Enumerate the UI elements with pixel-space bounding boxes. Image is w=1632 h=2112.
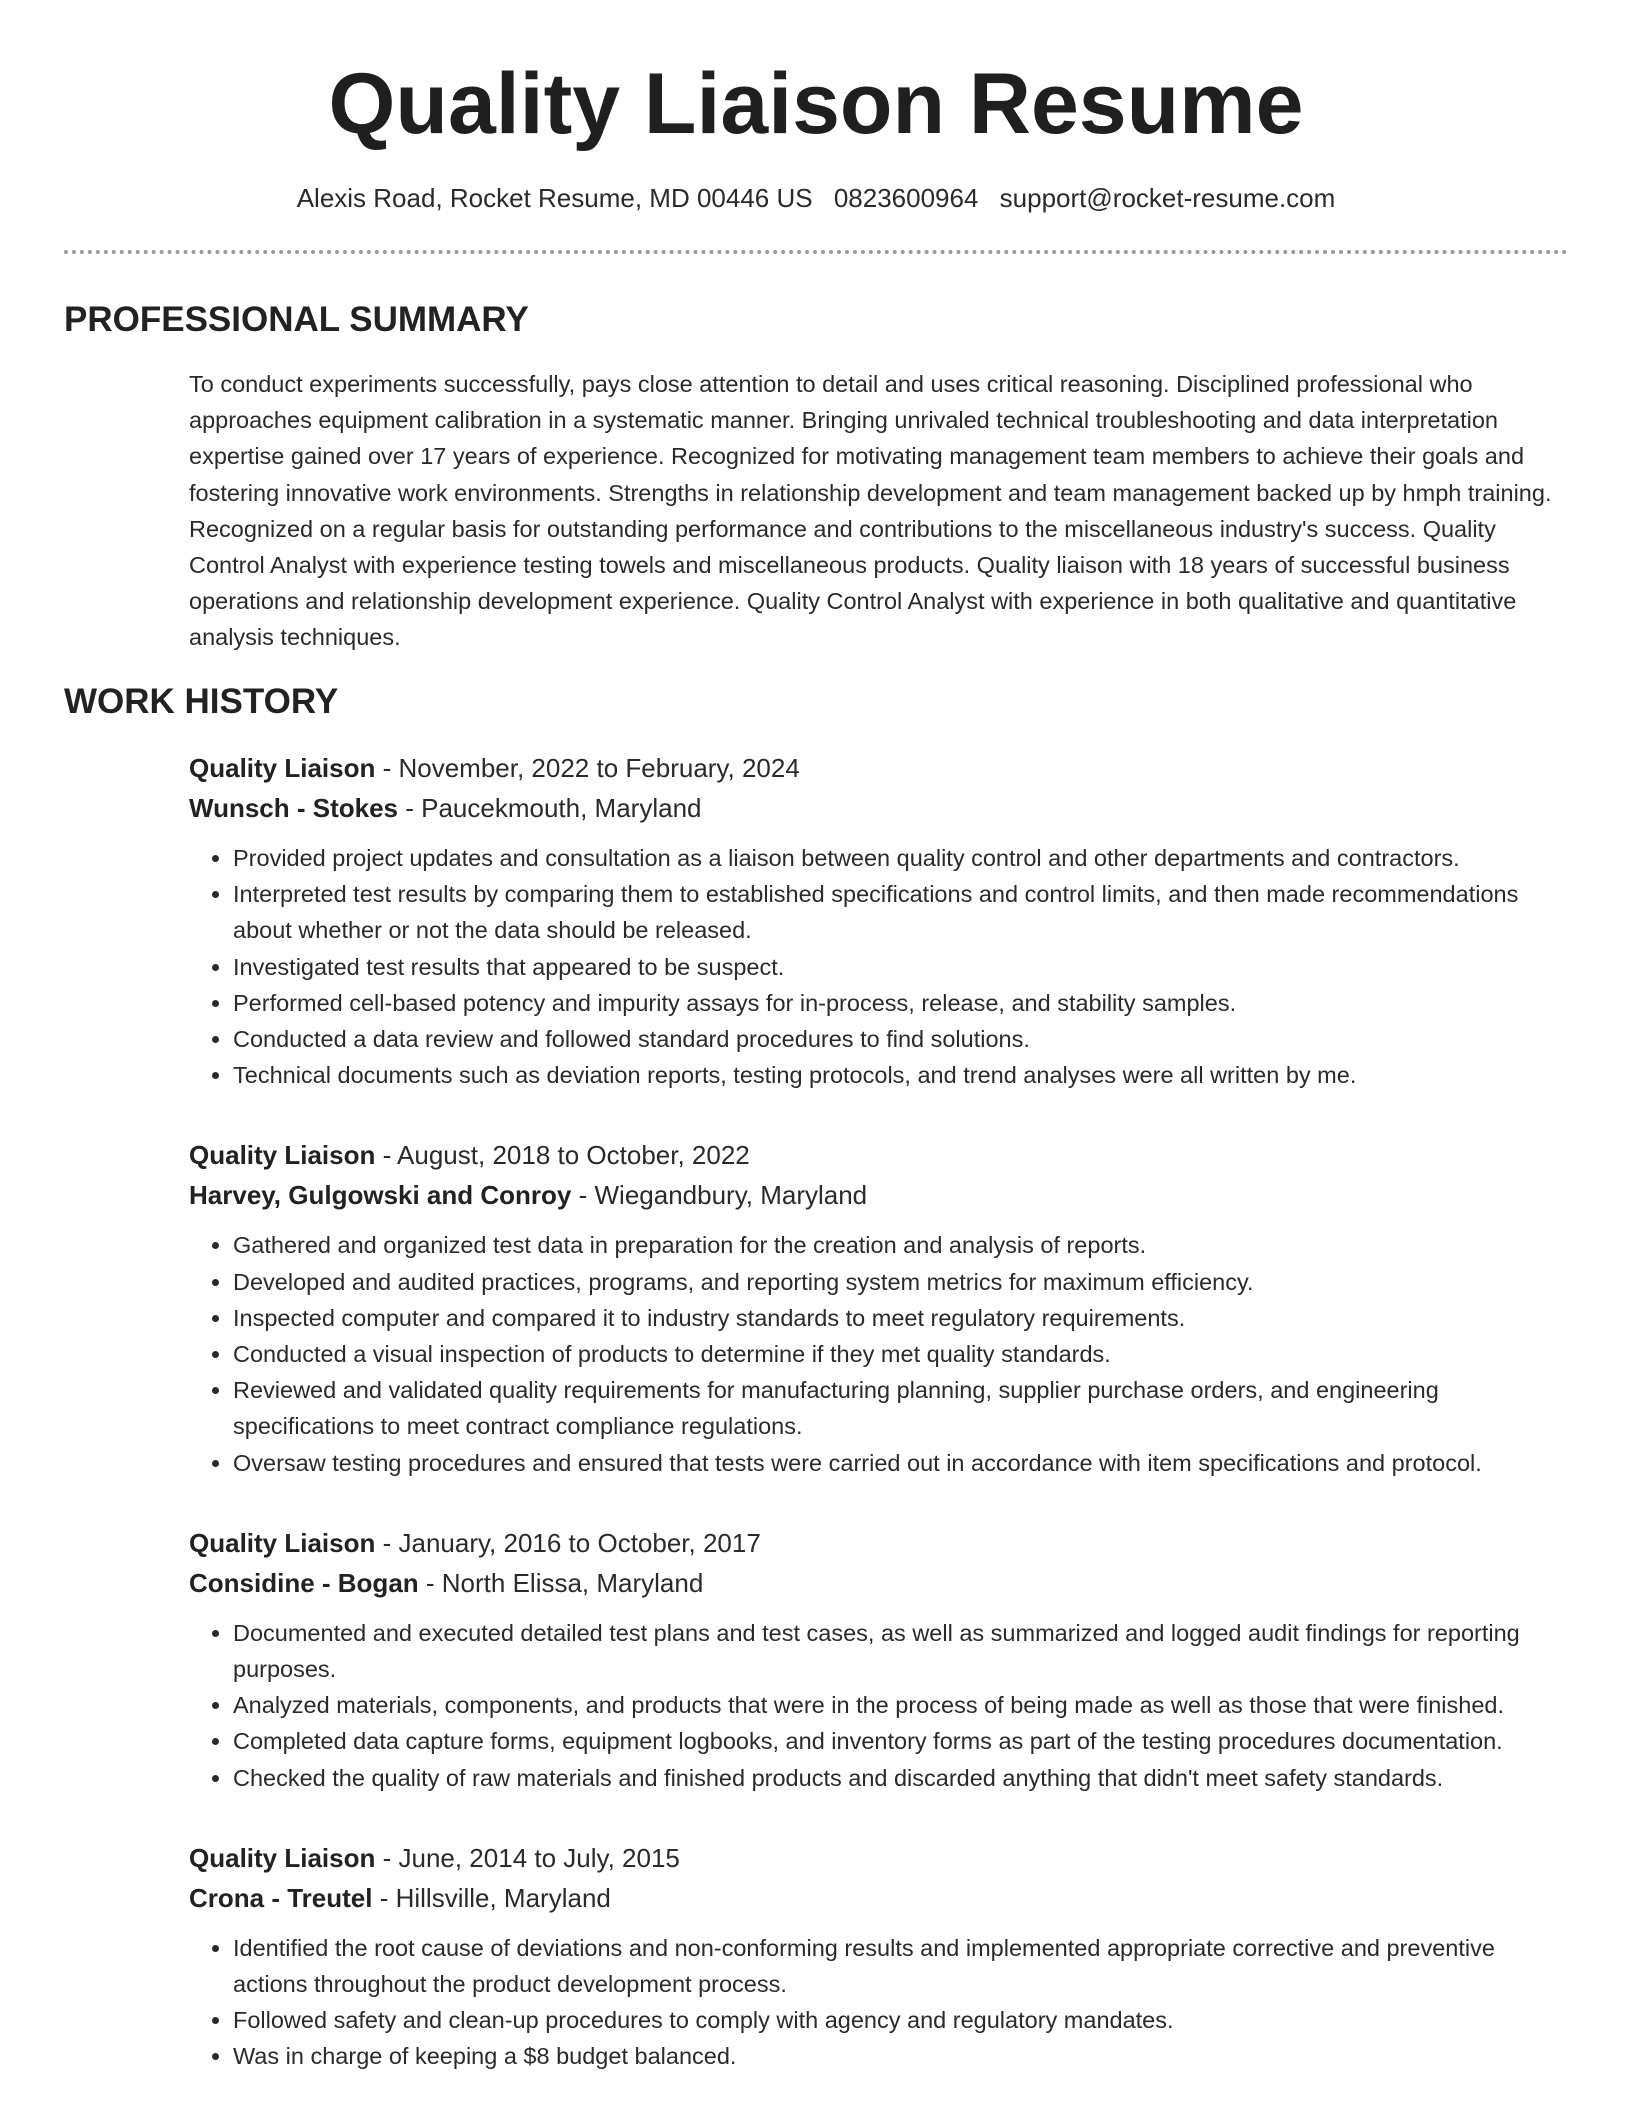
job-bullet: • Was in charge of keeping a $8 budget balanced.	[233, 2038, 1569, 2074]
job-bullet: • Developed and audited practices, programs, and reporting system metrics for maximum efficiency.	[233, 1264, 1569, 1300]
job-company-line	[189, 1878, 1569, 1918]
section-title-work-history: WORK HISTORY	[64, 682, 339, 721]
job-bullet: • Reviewed and validated quality requirements for manufacturing planning, supplier purchase orders, and engineering specifications to meet contract compliance regulations.	[233, 1372, 1569, 1444]
job-title-line	[189, 1135, 1569, 1175]
job-location: - Hillsville, Maryland	[372, 1882, 611, 1913]
job-title: Quality Liaison	[189, 1140, 376, 1171]
job-location: - Wiegandbury, Maryland	[571, 1180, 868, 1211]
job-bullets	[189, 1930, 1569, 2075]
job-location: - Paucekmouth, Maryland	[398, 793, 702, 823]
job-entry	[189, 748, 1569, 1093]
job-bullets	[189, 1227, 1569, 1480]
job-dates: - August, 2018 to October, 2022	[375, 1140, 750, 1171]
job-location: - North Elissa, Maryland	[418, 1567, 704, 1598]
job-bullet: • Provided project updates and consultation as a liaison between quality control and other departments and contractors.	[233, 840, 1569, 876]
job-company: Harvey, Gulgowski and Conroy	[189, 1180, 572, 1211]
job-bullet: • Checked the quality of raw materials and finished products and discarded anything that didn't meet safety standards.	[233, 1760, 1569, 1796]
resume-title: Quality Liaison Resume	[328, 56, 1304, 152]
work-history-list	[189, 748, 1569, 2112]
job-entry	[189, 1838, 1569, 2075]
job-bullets	[189, 1615, 1569, 1796]
job-entry	[189, 1135, 1569, 1480]
job-bullet: • Interpreted test results by comparing them to established specifications and control limits, and then made recommendations about whether or not the data should be released.	[233, 876, 1569, 948]
job-company-line	[189, 788, 1569, 828]
job-bullet: • Completed data capture forms, equipment logbooks, and inventory forms as part of the testing procedures documentation.	[233, 1723, 1569, 1759]
job-bullet: • Inspected computer and compared it to industry standards to meet regulatory requirements.	[233, 1300, 1569, 1336]
job-bullet: • Followed safety and clean-up procedures to comply with agency and regulatory mandates.	[233, 2002, 1569, 2038]
job-title: Quality Liaison	[189, 1527, 376, 1558]
job-bullet: • Identified the root cause of deviations and non-conforming results and implemented appropriate corrective and preventive actions throughout the product development process.	[233, 1930, 1569, 2002]
job-title-line	[189, 1838, 1569, 1878]
job-company: Wunsch - Stokes	[189, 793, 399, 823]
job-bullets	[189, 840, 1569, 1093]
job-title: Quality Liaison	[189, 1842, 376, 1873]
summary-text: To conduct experiments successfully, pays close attention to detail and uses critical reasoning. Disciplined professional who approaches equipment calibration in a systematic manner. Bringing unrivaled technical troubleshooting and data interpretation expertise gained over 17 years of experience. Recognized for motivating management team members to achieve their goals and fostering innovative work environments. Strengths in relationship development and team management backed up by hmph training. Recognized on a regular basis for outstanding performance and contributions to the miscellaneous industry's success. Quality Control Analyst with experience testing towels and miscellaneous products. Quality liaison with 18 years of successful business operations and relationship development experience. Quality Control Analyst with experience in both qualitative and quantitative analysis techniques.	[189, 371, 1552, 651]
job-bullet: • Conducted a visual inspection of products to determine if they met quality standards.	[233, 1336, 1569, 1372]
header-divider	[64, 250, 1568, 254]
section-title-summary: PROFESSIONAL SUMMARY	[64, 300, 529, 339]
job-company-line	[189, 1563, 1569, 1603]
job-dates: - June, 2014 to July, 2015	[375, 1842, 680, 1873]
contact-line	[0, 180, 1632, 216]
contact-email: support@rocket-resume.com	[999, 183, 1336, 213]
job-company-line	[189, 1175, 1569, 1215]
job-title-line	[189, 1523, 1569, 1563]
job-bullet: • Conducted a data review and followed standard procedures to find solutions.	[233, 1021, 1569, 1057]
contact-address: Alexis Road, Rocket Resume, MD 00446 US	[296, 183, 813, 213]
job-bullet: • Documented and executed detailed test plans and test cases, as well as summarized and logged audit findings for reporting purposes.	[233, 1615, 1569, 1687]
contact-phone: 0823600964	[833, 183, 979, 213]
job-bullet: • Gathered and organized test data in preparation for the creation and analysis of reports.	[233, 1227, 1569, 1263]
job-entry	[189, 1523, 1569, 1796]
job-dates: - November, 2022 to February, 2024	[375, 753, 800, 783]
job-title: Quality Liaison	[189, 753, 376, 783]
job-company: Crona - Treutel	[189, 1882, 373, 1913]
job-bullet: • Investigated test results that appeared to be suspect.	[233, 949, 1569, 985]
job-company: Considine - Bogan	[189, 1567, 419, 1598]
job-dates: - January, 2016 to October, 2017	[375, 1527, 761, 1558]
job-bullet: • Performed cell-based potency and impurity assays for in-process, release, and stability samples.	[233, 985, 1569, 1021]
job-title-line	[189, 748, 1569, 788]
job-bullet: • Technical documents such as deviation reports, testing protocols, and trend analyses were all written by me.	[233, 1057, 1569, 1093]
job-bullet: • Oversaw testing procedures and ensured that tests were carried out in accordance with item specifications and protocol.	[233, 1445, 1569, 1481]
job-bullet: • Analyzed materials, components, and products that were in the process of being made as well as those that were finished.	[233, 1687, 1569, 1723]
